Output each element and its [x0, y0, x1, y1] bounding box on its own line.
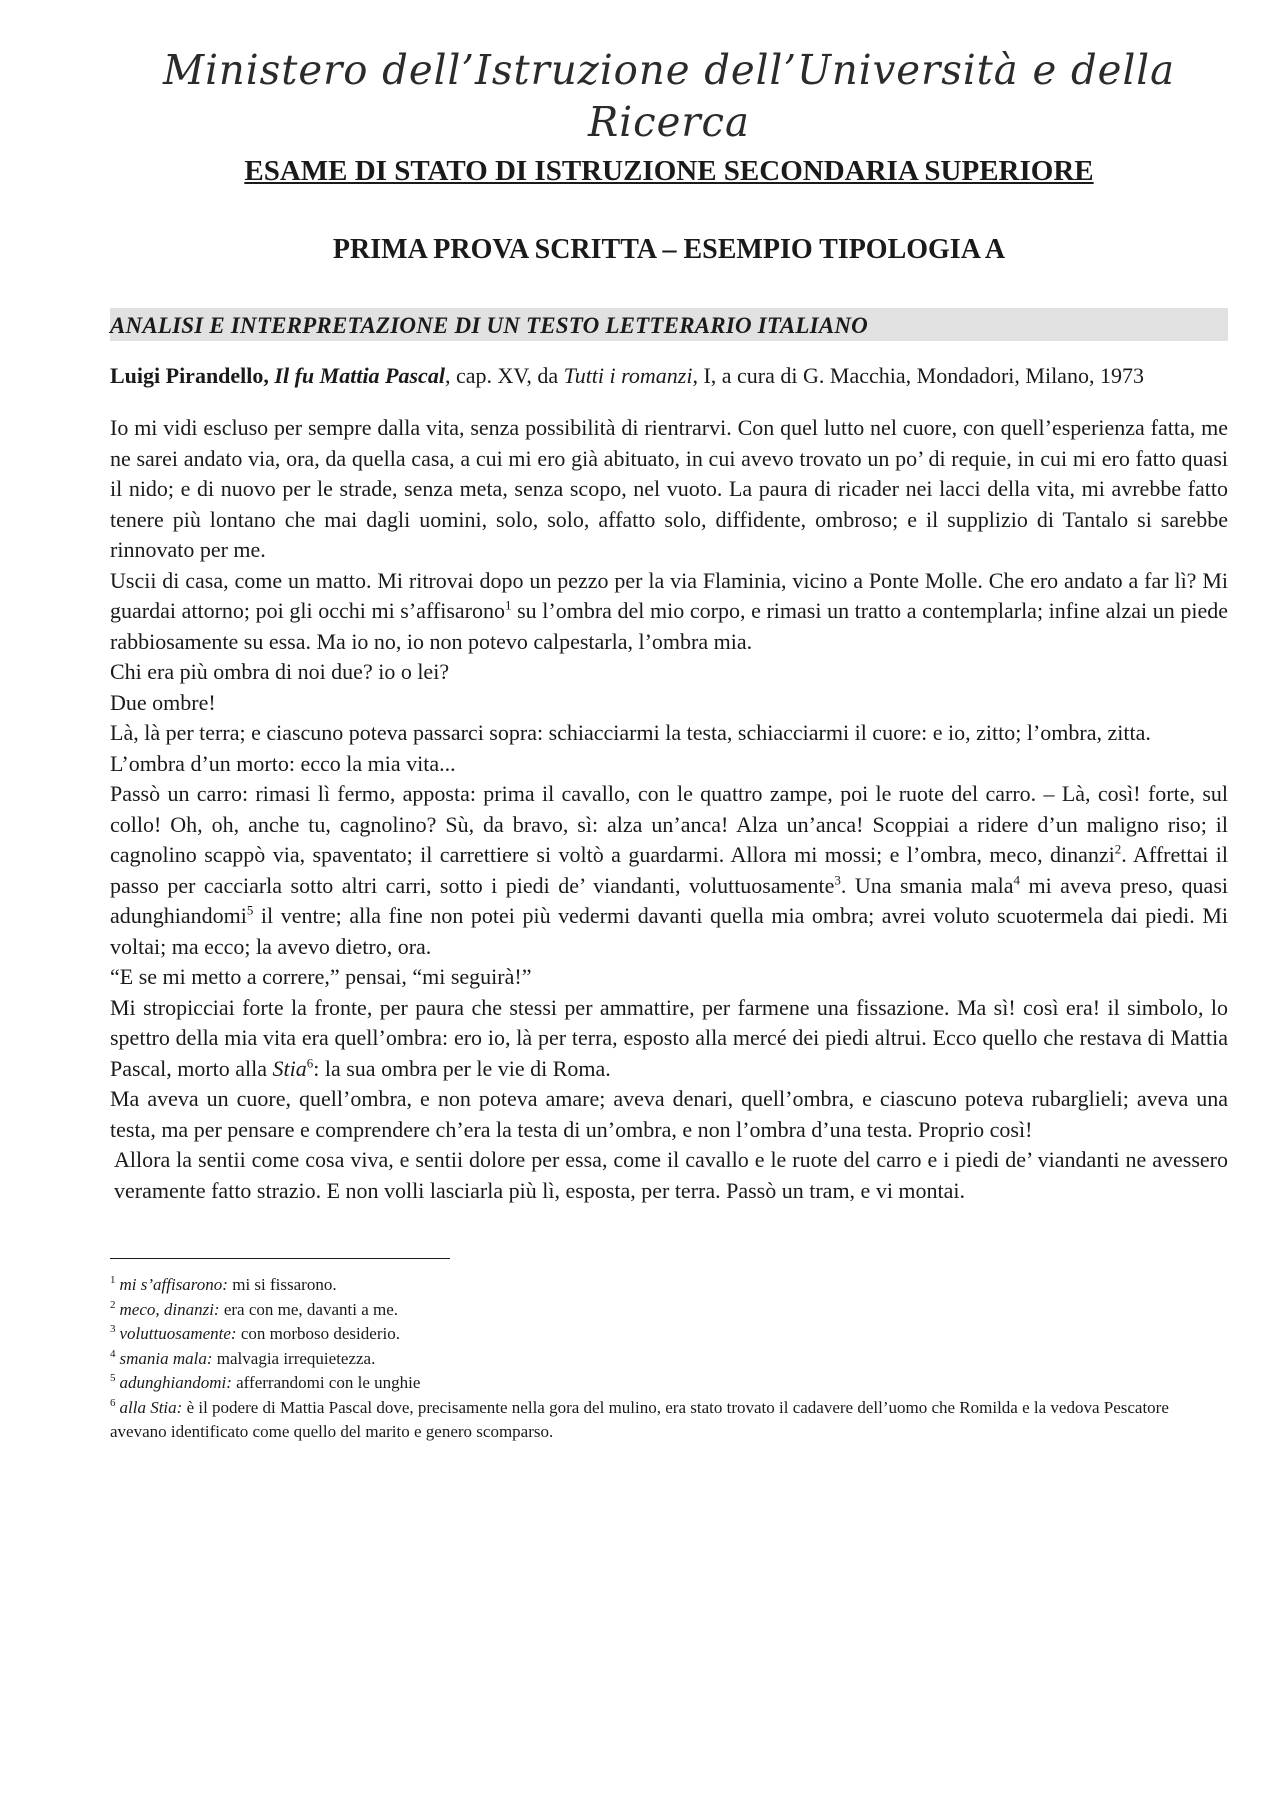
- passage-paragraph: Chi era più ombra di noi due? io o lei?: [110, 659, 450, 684]
- source-collection: Tutti i romanzi: [563, 363, 693, 388]
- footnote-term: meco, dinanzi:: [119, 1299, 220, 1319]
- source-citation: [110, 361, 1228, 391]
- footnote-number: 1: [110, 1274, 116, 1287]
- passage-paragraph: Ma aveva un cuore, quell’ombra, e non poteva amare; aveva denari, quell’ombra, e ciascuno poteva rubarglieli; aveva una testa, ma per pensare e comprendere ch’era la testa di un’ombra, e non l’ombra d’una testa. Proprio così!: [110, 1086, 1228, 1142]
- footnote-mark: 1: [504, 597, 512, 613]
- footnote-item: [110, 1298, 1228, 1323]
- footnote-mark: 3: [834, 872, 841, 888]
- footnote-term: voluttuosamente:: [119, 1324, 237, 1343]
- footnote-term: adunghiandomi:: [119, 1373, 232, 1392]
- source-rest: , I, a cura di G. Macchia, Mondadori, Milano, 1973: [692, 363, 1144, 388]
- passage-paragraph: “E se mi metto a correre,” pensai, “mi seguirà!”: [110, 964, 532, 989]
- passage-text-italic: Stia: [272, 1055, 307, 1081]
- passage-paragraph: [110, 566, 1228, 658]
- document-page: [110, 30, 1228, 1445]
- source-author: Luigi Pirandello,: [110, 363, 269, 388]
- footnote-number: 4: [110, 1347, 116, 1360]
- footnote-item: [110, 1371, 1228, 1396]
- footnote-number: 2: [110, 1298, 116, 1311]
- passage-paragraph: [110, 993, 1228, 1085]
- passage-paragraph: Io mi vidi escluso per sempre dalla vita, senza possibilità di rientrarvi. Con quel lutto nel cuore, con quell’esperienza fatta, me ne sarei andato via, ora, da quella casa, a cui mi ero già abituato, in cui avevo trovato un po’ di requie, in cui mi ero fatto quasi il nido; e di nuovo per le strade, senza meta, senza scopo, nel vuoto. La paura di ricader nei lacci della vita, mi avrebbe fatto tenere più lontano che mai dagli uomini, solo, solo, affatto solo, diffidente, ombroso; e il supplizio di Tantalo si sarebbe rinnovato per me.: [110, 415, 1228, 562]
- passage-text: Uscii di casa, come un matto. Mi ritrovai dopo un pezzo per la via Flaminia, vicino a Ponte Molle. Che ero andato a far lì? Mi guardai attorno; poi gli occhi mi s’affisarono: [110, 567, 1228, 623]
- footnote-mark: 6: [306, 1055, 314, 1071]
- footnote-item: [110, 1322, 1228, 1347]
- passage-paragraph: [110, 779, 1228, 962]
- footnote-number: 3: [110, 1323, 116, 1336]
- ministry-heading: Ministero dell’Istruzione dell’Università e della Ricerca: [162, 46, 1176, 146]
- passage-text: Mi stropicciai forte la fronte, per paura che stessi per ammattire, per farmene una fissazione. Ma sì! così era! il simbolo, lo spettro della mia vita era quell’ombra: ero io, là per terra, esposto alla mercé dei piedi altrui. Ecco quello che restava di Mattia Pascal, morto alla: [110, 994, 1228, 1081]
- passage-text: su l’ombra del mio corpo, e rimasi un tratto a contemplarla; infine alzai un piede rabbiosamente su essa. Ma io no, io non potevo calpestarla, l’ombra mia.: [110, 598, 1229, 654]
- footnote-text: è il podere di Mattia Pascal dove, precisamente nella gora del mulino, era stato trovato il cadavere dell’uomo che Romilda e la vedova Pescatore avevano identificato come quello del marito e genero scomparso.: [110, 1397, 1169, 1441]
- footnote-number: 6: [110, 1396, 116, 1409]
- footnote-divider: [110, 1258, 450, 1259]
- footnote-item: [110, 1396, 1228, 1445]
- passage-text: : la sua ombra per le vie di Roma.: [313, 1055, 611, 1081]
- exam-title: ESAME DI STATO DI ISTRUZIONE SECONDARIA SUPERIORE: [244, 155, 1094, 187]
- footnote-term: smania mala:: [119, 1348, 213, 1368]
- footnote-mark: 5: [246, 902, 254, 918]
- footnote-text: era con me, davanti a me.: [219, 1299, 399, 1319]
- test-title: PRIMA PROVA SCRITTA – ESEMPIO TIPOLOGIA A: [332, 234, 1006, 265]
- footnote-item: [110, 1347, 1228, 1372]
- passage-text: il ventre; alla fine non potei più vedermi davanti quella mia ombra; avrei voluto scuotermela dai piedi. Mi voltai; ma ecco; la avevo dietro, ora.: [110, 903, 1228, 959]
- footnote-term: alla Stia:: [119, 1397, 183, 1417]
- footnote-mark: 4: [1013, 872, 1021, 888]
- source-after-work: , cap. XV, da: [444, 363, 564, 388]
- passage-text: mi aveva preso, quasi adunghiandomi: [110, 872, 1228, 928]
- footnotes: [110, 1273, 1228, 1445]
- footnote-text: malvagia irrequietezza.: [212, 1348, 376, 1368]
- passage-paragraph: L’ombra d’un morto: ecco la mia vita...: [110, 750, 456, 776]
- passage-text: . Affrettai il passo per cacciarla sotto altri carri, sotto i piedi de’ viandanti, voluttuosamente: [110, 842, 1228, 898]
- section-heading: ANALISI E INTERPRETAZIONE DI UN TESTO LETTERARIO ITALIANO: [110, 308, 1228, 341]
- footnote-term: mi s’affisarono:: [119, 1275, 228, 1294]
- passage-paragraph: Due ombre!: [110, 689, 216, 715]
- passage-paragraph: Là, là per terra; e ciascuno poteva passarci sopra: schiacciarmi la testa, schiacciarmi il cuore: e io, zitto; l’ombra, zitta.: [110, 720, 1151, 745]
- footnote-text: afferrandomi con le unghie: [231, 1373, 421, 1392]
- source-work: Il fu Mattia Pascal: [274, 363, 445, 388]
- footnote-text: mi si fissarono.: [227, 1275, 337, 1294]
- footnote-mark: 2: [1114, 841, 1122, 857]
- footnote-number: 5: [110, 1372, 116, 1385]
- footnote-text: con morboso desiderio.: [236, 1324, 400, 1343]
- footnote-item: [110, 1273, 1228, 1298]
- passage-text: Passò un carro: rimasi lì fermo, apposta: prima il cavallo, con le quattro zampe, poi le ruote del carro. – Là, così! forte, sul collo! Oh, oh, anche tu, cagnolino? Sù, da bravo, sì: alza un’anca! Alza un’anca! Scoppiai a ridere d’un maligno riso; il cagnolino scappò via, spaventato; il carrettiere si voltò a guardarmi. Allora mi mossi; e l’ombra, meco, dinanzi: [110, 781, 1228, 867]
- passage-paragraph: Allora la sentii come cosa viva, e sentii dolore per essa, come il cavallo e le ruote del carro e i piedi de’ viandanti ne avessero veramente fatto strazio. E non volli lasciarla più lì, esposta, per terra. Passò un tram, e vi montai.: [114, 1147, 1228, 1203]
- literary-passage: [110, 413, 1228, 1206]
- passage-text: . Una smania mala: [840, 872, 1014, 898]
